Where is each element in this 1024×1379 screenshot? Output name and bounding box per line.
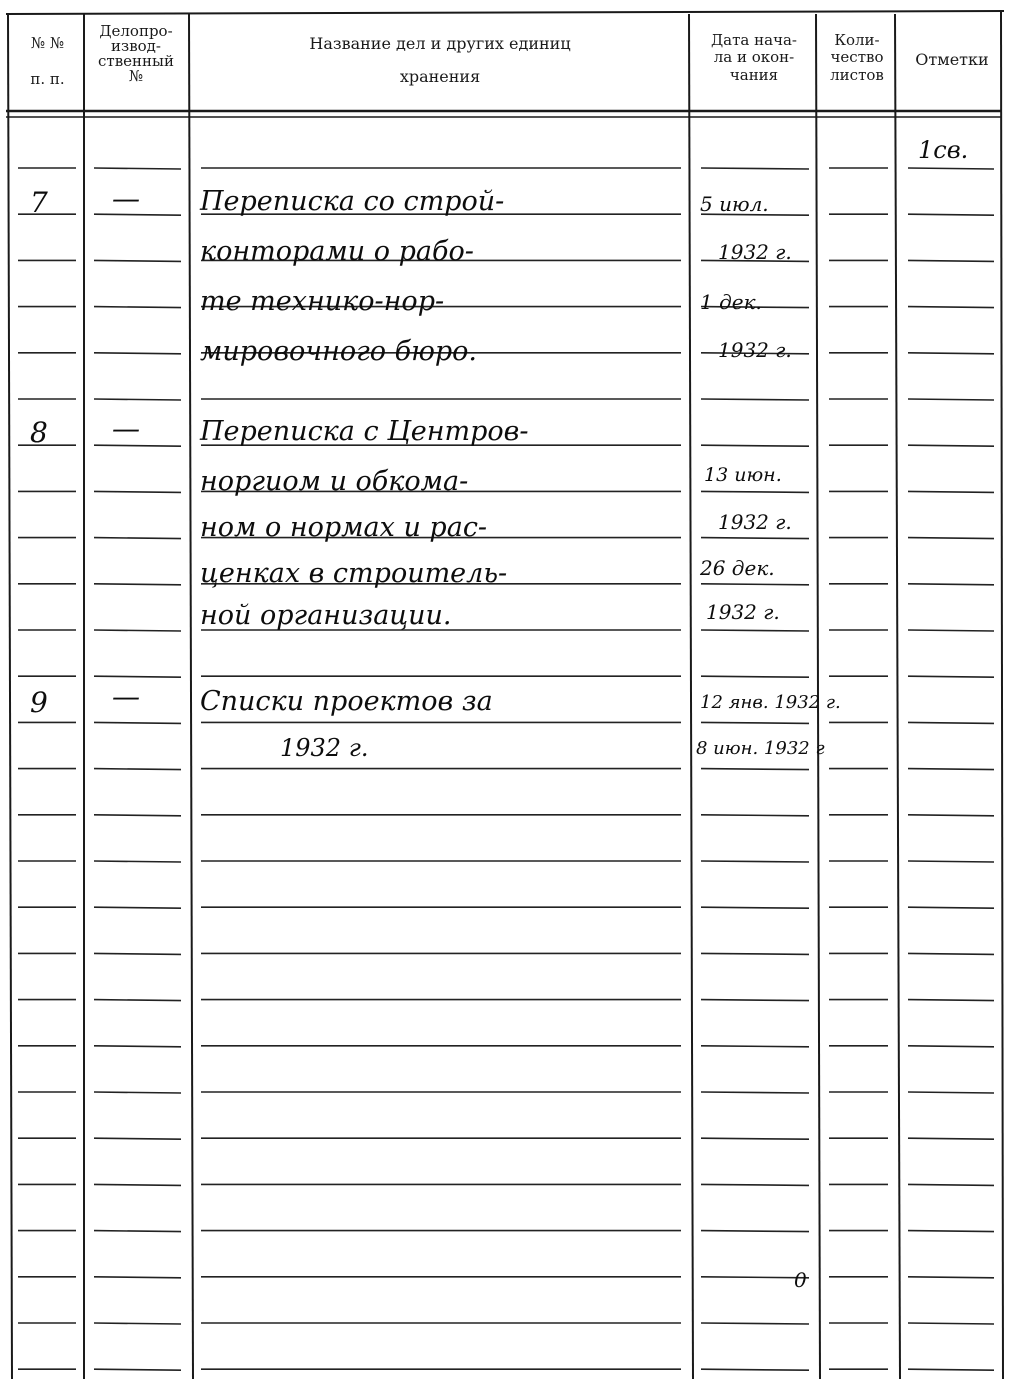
ruled-line [908, 815, 994, 816]
ruled-line [701, 722, 809, 723]
ruled-line [908, 307, 994, 308]
ruled-line [908, 1231, 994, 1232]
ruled-line [701, 168, 809, 169]
ruled-line [908, 491, 994, 492]
header-col-office-line3: ственный [98, 52, 174, 70]
header-col-office-line1: Делопро- [99, 22, 173, 40]
ruled-line [701, 584, 809, 585]
ruled-line [94, 307, 181, 308]
entry-7-date-line3: 1 дек. [700, 290, 762, 314]
ruled-line [908, 538, 994, 539]
ruled-line [908, 1369, 994, 1370]
entry-9-number: 9 [30, 686, 48, 719]
ruled-line [94, 953, 181, 954]
entry-7-title-line3: те технико-нор- [200, 286, 445, 317]
header-col-office-line2: извод- [111, 37, 161, 55]
entry-7-title-line1: Переписка со строй- [200, 186, 505, 217]
ruled-line [908, 1323, 994, 1324]
ruled-line [908, 861, 994, 862]
ruled-line [94, 1046, 181, 1047]
ruled-line [908, 1046, 994, 1047]
ruled-line [701, 1231, 809, 1232]
ruled-line [701, 399, 809, 400]
entry-8-title-line3: ном о нормах и рас- [200, 512, 488, 543]
ruled-line [908, 953, 994, 954]
ruled-line [94, 769, 181, 770]
entry-7-date-line1: 5 июл. [700, 192, 769, 216]
entry-7-title-line4: мировочного бюро. [200, 336, 477, 367]
entry-8-title-line4: ценках в строитель- [200, 558, 508, 589]
ruled-line [94, 907, 181, 908]
entry-8-date-line2: 1932 г. [718, 510, 792, 534]
header-col-title-line2: хранения [399, 66, 481, 86]
entry-7-office: — [112, 182, 140, 215]
ruled-line [701, 1277, 809, 1278]
ruled-line [701, 907, 809, 908]
ruled-line [94, 861, 181, 862]
ruled-line [94, 353, 181, 354]
ruled-line [701, 1092, 809, 1093]
ruled-line [94, 168, 181, 169]
ruled-line [908, 769, 994, 770]
header-col-number-line2: п. п. [30, 69, 65, 88]
ruled-line [701, 861, 809, 862]
entry-7-title-line2: конторами о рабо- [200, 236, 474, 267]
ruled-line [94, 491, 181, 492]
ruled-line [94, 1000, 181, 1001]
header-col-office-line4: № [128, 67, 144, 85]
ruled-line [94, 445, 181, 446]
entry-8-title-line2: норгиом и обкома- [200, 466, 469, 497]
header-col-title-line1: Название дел и других единиц [309, 34, 571, 53]
ruled-line [94, 1369, 181, 1370]
ruled-line [908, 630, 994, 631]
header-col-dates-line3: чания [729, 65, 779, 84]
ruled-line [94, 1277, 181, 1278]
ruled-line [701, 1369, 809, 1370]
header-col-dates-line2: ла и окон- [713, 48, 795, 67]
ruled-line [908, 445, 994, 446]
entry-8-office: — [112, 412, 140, 445]
ruled-line [94, 1231, 181, 1232]
entry-8-date-line3: 26 дек. [700, 556, 775, 580]
header-col-sheets-line3: листов [830, 65, 884, 84]
entry-9-office: — [112, 680, 140, 713]
ruled-line [94, 399, 181, 400]
ruled-line [701, 630, 809, 631]
header-col-sheets-line2: чество [830, 48, 884, 67]
entry-9-date-line2: 8 июн. 1932 г [696, 738, 825, 759]
ruled-line [94, 630, 181, 631]
ruled-line [701, 676, 809, 677]
ruled-line [94, 1138, 181, 1139]
ruled-line [908, 399, 994, 400]
ruled-line [908, 907, 994, 908]
header-col-number-line1: № № [30, 34, 65, 52]
ruled-line [701, 538, 809, 539]
entry-8-date-line4: 1932 г. [706, 600, 780, 624]
ruled-line [701, 1323, 809, 1324]
entry-7-date-line4: 1932 г. [718, 338, 792, 362]
ruled-line [908, 168, 994, 169]
ruled-line [908, 260, 994, 261]
ruled-line [701, 1000, 809, 1001]
ruled-line [94, 1092, 181, 1093]
entry-9-title-line1: Списки проектов за [200, 686, 493, 717]
entry-7-date-line2: 1932 г. [718, 240, 792, 264]
ruled-line [94, 722, 181, 723]
entry-7-number: 7 [30, 186, 48, 219]
entry-9-date-line1: 12 янв. 1932 г. [700, 692, 841, 713]
ruled-line [94, 815, 181, 816]
bottom-mark: 0 [794, 1268, 807, 1292]
top-note: 1св. [918, 136, 969, 164]
header-col-dates-line1: Дата нача- [710, 31, 797, 49]
entry-9-title-line2: 1932 г. [280, 734, 369, 762]
ruled-line [94, 1184, 181, 1185]
ruled-line [908, 722, 994, 723]
ruled-line [701, 815, 809, 816]
ruled-line [701, 769, 809, 770]
ruled-line [908, 1092, 994, 1093]
ruled-line [908, 1184, 994, 1185]
header-col-notes-label: Отметки [915, 50, 989, 69]
ruled-line [908, 1138, 994, 1139]
ruled-line [908, 1000, 994, 1001]
ruled-line [908, 584, 994, 585]
ruled-line [701, 445, 809, 446]
ruled-line [701, 1046, 809, 1047]
ruled-line [701, 1184, 809, 1185]
ruled-line [94, 1323, 181, 1324]
ruled-line [94, 538, 181, 539]
entry-8-date-line1: 13 июн. [704, 464, 782, 486]
ruled-line [908, 676, 994, 677]
ruled-line [701, 953, 809, 954]
ruled-line [94, 676, 181, 677]
ruled-line [908, 1277, 994, 1278]
entry-8-title-line1: Переписка с Центров- [200, 416, 529, 447]
ruled-line [908, 353, 994, 354]
ruled-line [94, 260, 181, 261]
ruled-line [94, 584, 181, 585]
ruled-line [701, 491, 809, 492]
entry-8-title-line5: ной организации. [200, 600, 452, 631]
header-col-sheets-line1: Коли- [834, 31, 880, 49]
entry-8-number: 8 [30, 416, 48, 449]
ruled-line [908, 214, 994, 215]
ruled-line [701, 1138, 809, 1139]
